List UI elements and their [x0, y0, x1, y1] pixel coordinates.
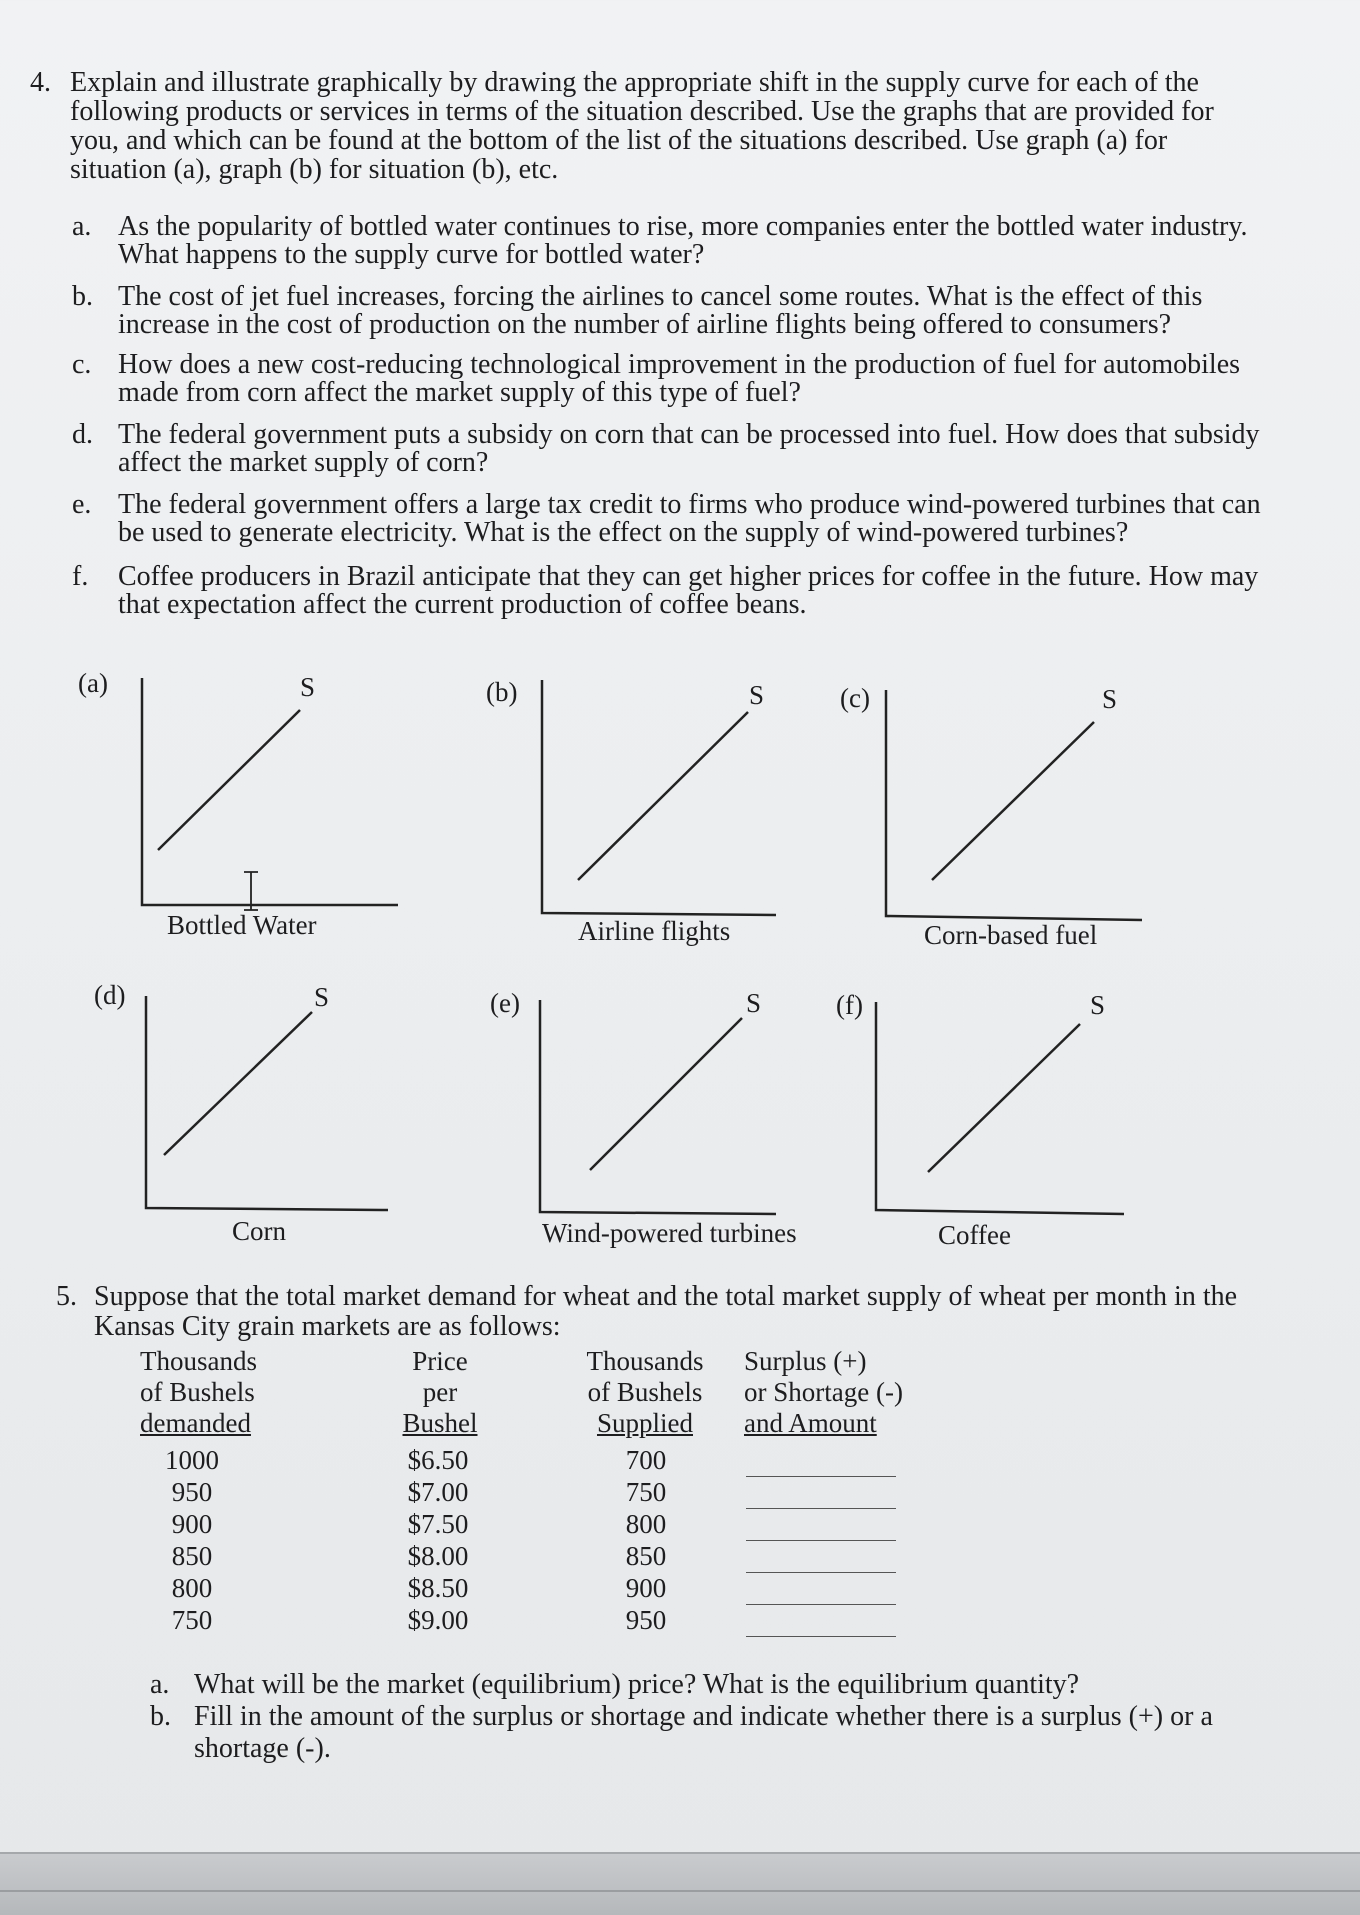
q5-stem-line: Kansas City grain markets are as follows:	[94, 1311, 561, 1342]
graph-a-s-label: S	[300, 672, 316, 702]
cell-demanded: 1000	[165, 1445, 219, 1475]
item-line: made from corn affect the market supply of this type of fuel?	[118, 377, 801, 408]
q5-stem-line: Suppose that the total market demand for wheat and the total market supply of wheat per month in the	[94, 1281, 1238, 1312]
item-label: d.	[72, 419, 93, 450]
header-line: Surplus (+)	[744, 1346, 867, 1376]
item-line: Coffee producers in Brazil anticipate that they can get higher prices for coffee in the future. How may	[118, 561, 1259, 592]
graph-d-x-label: Corn	[232, 1216, 286, 1246]
cell-price: $8.00	[407, 1541, 469, 1571]
cell-price: $7.00	[407, 1477, 469, 1507]
cell-supplied: 950	[625, 1605, 667, 1635]
item-line: How does a new cost-reducing technological improvement in the production of fuel for automobiles	[118, 349, 1241, 380]
graph-c-x-label: Corn-based fuel	[924, 920, 1098, 950]
graph-a-axes	[142, 678, 398, 905]
col-header-demanded	[140, 1346, 290, 1439]
header-line: of Bushels	[140, 1377, 255, 1407]
header-line: of Bushels	[587, 1377, 703, 1407]
cell-demanded: 850	[171, 1541, 213, 1571]
cell-supplied: 750	[625, 1477, 667, 1507]
item-line: What will be the market (equilibrium) price? What is the equilibrium quantity?	[194, 1669, 1080, 1700]
cell-price: $6.50	[407, 1445, 469, 1475]
item-label: c.	[72, 349, 92, 380]
graph-d-s-label: S	[314, 982, 330, 1012]
item-line: increase in the cost of production on the number of airline flights being offered to consumers?	[118, 309, 1172, 340]
graph-d-supply-curve[interactable]	[164, 1012, 312, 1155]
graph-f-axes	[876, 1002, 1124, 1214]
item-label: a.	[72, 211, 92, 242]
graph-b	[542, 680, 776, 915]
graph-a	[142, 678, 398, 910]
cell-supplied: 700	[625, 1445, 667, 1475]
graph-b-supply-curve[interactable]	[578, 712, 748, 880]
header-line: Thousands	[586, 1346, 704, 1376]
graph-f-x-label: Coffee	[938, 1220, 1011, 1250]
graph-c	[886, 690, 1142, 920]
graph-c-s-label: S	[1102, 684, 1118, 714]
header-line: Thousands	[140, 1346, 257, 1376]
graph-b-x-label: Airline flights	[578, 916, 731, 946]
graph-c-axes	[886, 690, 1142, 920]
graph-d-label: (d)	[94, 980, 126, 1010]
graph-e-s-label: S	[746, 988, 762, 1018]
item-line: The cost of jet fuel increases, forcing the airlines to cancel some routes. What is the effect of this	[118, 281, 1203, 312]
header-line: or Shortage (-)	[744, 1377, 903, 1407]
col-header-supplied	[570, 1346, 720, 1439]
item-label: f.	[72, 561, 89, 592]
graph-c-supply-curve[interactable]	[932, 722, 1094, 880]
col-header-surplus	[744, 1346, 934, 1439]
item-label: b.	[72, 281, 93, 312]
graph-c-label: (c)	[840, 683, 870, 713]
graph-b-axes	[542, 680, 776, 915]
surplus-answer-blank[interactable]	[746, 1572, 896, 1573]
header-line: Bushel	[402, 1408, 478, 1438]
header-line: demanded	[140, 1408, 251, 1438]
q4-stem-line: following products or services in terms of the situation described. Use the graphs that are provided for	[70, 96, 1214, 127]
graph-f-label: (f)	[836, 990, 863, 1020]
cell-price: $7.50	[407, 1509, 469, 1539]
q4-stem-line: Explain and illustrate graphically by drawing the appropriate shift in the supply curve for each of the	[70, 67, 1199, 98]
graph-e-label: (e)	[490, 988, 520, 1018]
cell-supplied: 800	[625, 1509, 667, 1539]
item-line: The federal government puts a subsidy on corn that can be processed into fuel. How does that subsidy	[118, 419, 1260, 450]
item-label: a.	[150, 1669, 170, 1700]
screen-bottom-line	[0, 1890, 1360, 1892]
header-line: Supplied	[596, 1408, 693, 1438]
graph-d-axes	[146, 996, 388, 1210]
graph-d	[146, 996, 388, 1210]
surplus-answer-blank[interactable]	[746, 1476, 896, 1477]
cell-demanded: 900	[171, 1509, 213, 1539]
item-line: What happens to the supply curve for bottled water?	[118, 239, 705, 270]
q4-number: 4.	[30, 67, 51, 98]
surplus-answer-blank[interactable]	[746, 1604, 896, 1605]
graph-a-supply-curve[interactable]	[158, 710, 300, 850]
cell-demanded: 750	[171, 1605, 213, 1635]
surplus-answer-blank[interactable]	[746, 1636, 896, 1637]
graph-f-supply-curve[interactable]	[928, 1024, 1080, 1172]
item-line: affect the market supply of corn?	[118, 447, 489, 478]
cell-supplied: 900	[625, 1573, 667, 1603]
header-line: Price	[412, 1346, 468, 1376]
graph-e-axes	[540, 1000, 776, 1214]
item-label: e.	[72, 489, 92, 520]
col-header-price	[370, 1346, 510, 1439]
q4-stem-line: situation (a), graph (b) for situation (b), etc.	[70, 154, 559, 185]
cell-demanded: 950	[171, 1477, 213, 1507]
surplus-answer-blank[interactable]	[746, 1540, 896, 1541]
header-line: and Amount	[744, 1408, 877, 1438]
item-label: b.	[150, 1701, 171, 1732]
cell-price: $8.50	[407, 1573, 469, 1603]
item-line: The federal government offers a large tax credit to firms who produce wind-powered turbines that can	[118, 489, 1261, 520]
q4-stem-line: you, and which can be found at the bottom of the list of the situations described. Use graph (a) for	[70, 125, 1168, 156]
graph-e-supply-curve[interactable]	[590, 1018, 742, 1170]
item-line: Fill in the amount of the surplus or shortage and indicate whether there is a surplus (+) or a	[194, 1701, 1213, 1732]
item-line: As the popularity of bottled water continues to rise, more companies enter the bottled water industry.	[118, 211, 1248, 242]
header-line: per	[422, 1377, 458, 1407]
graph-e-x-label: Wind-powered turbines	[542, 1218, 797, 1248]
q5-number: 5.	[56, 1281, 77, 1312]
cell-demanded: 800	[171, 1573, 213, 1603]
graph-f	[876, 1002, 1124, 1214]
cell-supplied: 850	[625, 1541, 667, 1571]
graph-a-x-label: Bottled Water	[167, 910, 317, 940]
graph-f-s-label: S	[1090, 990, 1106, 1020]
item-line: that expectation affect the current production of coffee beans.	[118, 589, 807, 620]
surplus-answer-blank[interactable]	[746, 1508, 896, 1509]
cell-price: $9.00	[407, 1605, 469, 1635]
graph-a-label: (a)	[78, 668, 108, 698]
graph-e	[540, 1000, 776, 1214]
item-line: be used to generate electricity. What is the effect on the supply of wind-powered turbines?	[118, 517, 1129, 548]
graph-b-label: (b)	[486, 677, 518, 707]
item-line: shortage (-).	[194, 1733, 331, 1764]
graph-b-s-label: S	[749, 680, 765, 710]
screen-bottom-bar	[0, 1852, 1360, 1915]
